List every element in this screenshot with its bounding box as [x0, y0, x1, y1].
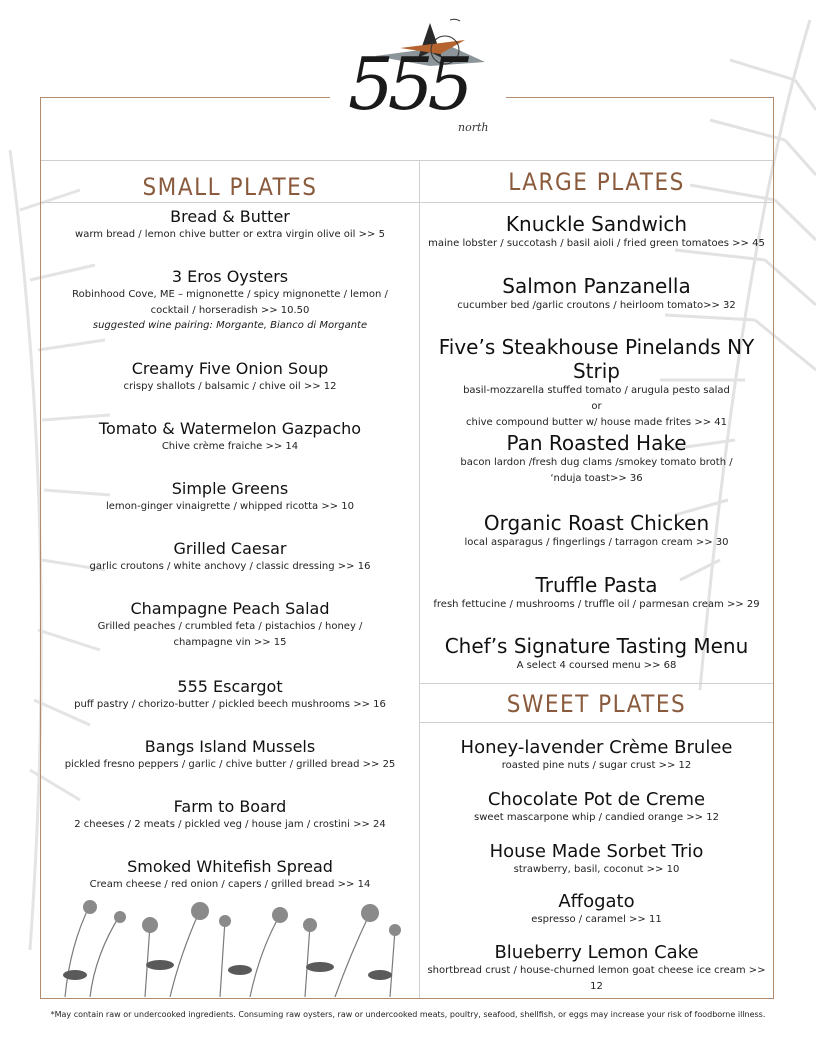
allergy-disclaimer: *May contain raw or undercooked ingredients. Consuming raw oysters, raw or undercooked meats, poultry, seafood, shellfish, or eggs may increase your risk of foodborne illness.: [50, 1010, 766, 1019]
item-description: Chive crème fraiche >> 14: [161, 441, 299, 452]
menu-item: [41, 267, 419, 333]
menu-item: [41, 539, 419, 575]
item-name: Truffle Pasta: [535, 573, 658, 597]
item-description: A select 4 coursed menu >> 68: [516, 660, 677, 671]
menu-item: [41, 599, 419, 651]
menu-item: [41, 857, 419, 893]
menu-item: [420, 943, 773, 995]
item-description: maine lobster / succotash / basil aioli / fried green tomatoes >> 45: [428, 238, 765, 249]
item-name: Tomato & Watermelon Gazpacho: [98, 419, 362, 438]
item-name: 3 Eros Oysters: [171, 267, 289, 286]
item-name: Chocolate Pot de Creme: [487, 789, 706, 810]
item-name: Affogato: [558, 891, 635, 912]
item-description-alt: chive compound butter w/ house made frites >> 41: [465, 417, 727, 428]
item-description: crispy shallots / balsamic / chive oil >> 12: [123, 381, 337, 392]
item-name: Organic Roast Chicken: [483, 511, 710, 535]
item-name: Grilled Caesar: [173, 539, 287, 558]
item-description: espresso / caramel >> 11: [531, 914, 662, 925]
item-or-separator: or: [591, 401, 602, 412]
item-name: Creamy Five Onion Soup: [131, 359, 329, 378]
item-name: Champagne Peach Salad: [130, 599, 330, 618]
menu-item: [41, 359, 419, 395]
item-name: Bread & Butter: [170, 207, 290, 226]
menu-item: [420, 892, 773, 928]
item-description: 2 cheeses / 2 meats / pickled veg / house jam / crostini >> 24: [74, 819, 386, 830]
item-name: Farm to Board: [173, 797, 287, 816]
item-name: House Made Sorbet Trio: [489, 841, 704, 862]
item-description: warm bread / lemon chive butter or extra virgin olive oil >> 5: [75, 229, 385, 240]
item-description: cucumber bed /garlic croutons / heirloom tomato>> 32: [457, 300, 736, 311]
item-name: Bangs Island Mussels: [144, 737, 316, 756]
small-plates-column: [41, 0, 419, 1000]
large-plates-title: LARGE PLATES: [508, 168, 685, 196]
item-description: Grilled peaches / crumbled feta / pistachios / honey / champagne vin >> 15: [97, 621, 363, 648]
item-name: Pan Roasted Hake: [506, 431, 687, 455]
menu-item: [41, 419, 419, 455]
item-description: bacon lardon /fresh dug clams /smokey tomato broth / ‘nduja toast>> 36: [460, 457, 733, 484]
menu-item: [41, 677, 419, 713]
menu-item: [420, 738, 773, 774]
menu-item: [41, 479, 419, 515]
item-description: puff pastry / chorizo-butter / pickled beech mushrooms >> 16: [74, 699, 386, 710]
item-name: Smoked Whitefish Spread: [127, 857, 333, 876]
item-name: Five’s Steakhouse Pinelands NY Strip: [438, 335, 755, 383]
item-name: Salmon Panzanella: [502, 274, 691, 298]
small-plates-title: SMALL PLATES: [142, 173, 318, 201]
item-description: garlic croutons / white anchovy / classic dressing >> 16: [89, 561, 371, 572]
item-name: Honey-lavender Crème Brulee: [460, 737, 733, 758]
item-name: 555 Escargot: [177, 677, 283, 696]
item-name: Knuckle Sandwich: [505, 212, 688, 236]
item-name: Chef’s Signature Tasting Menu: [444, 634, 749, 658]
item-description: roasted pine nuts / sugar crust >> 12: [501, 760, 692, 771]
sweet-plates-column: [420, 0, 773, 1000]
menu-item: [41, 797, 419, 833]
item-description: shortbread crust / house-churned lemon goat cheese ice cream >> 12: [427, 965, 766, 992]
item-description: lemon-ginger vinaigrette / whipped ricotta >> 10: [105, 501, 355, 512]
logo-subtitle: north: [458, 121, 489, 134]
item-description: strawberry, basil, coconut >> 10: [513, 864, 680, 875]
menu-item: [41, 207, 419, 243]
item-description: pickled fresno peppers / garlic / chive butter / grilled bread >> 25: [64, 759, 396, 770]
item-name: Blueberry Lemon Cake: [494, 942, 699, 963]
item-description: local asparagus / fingerlings / tarragon cream >> 30: [464, 537, 729, 548]
menu-item: [41, 737, 419, 773]
sweet-plates-title: SWEET PLATES: [506, 690, 687, 718]
item-description: Cream cheese / red onion / capers / grilled bread >> 14: [89, 879, 371, 890]
item-description: basil-mozzarella stuffed tomato / arugula pesto salad: [463, 385, 730, 396]
item-description: sweet mascarpone whip / candied orange >> 12: [474, 812, 719, 823]
item-description: fresh fettucine / mushrooms / truffle oil / parmesan cream >> 29: [433, 599, 760, 610]
item-description: Robinhood Cove, ME – mignonette / spicy mignonette / lemon / cocktail / horseradish >> 10.50: [72, 289, 388, 316]
item-name: Simple Greens: [171, 479, 289, 498]
menu-item: [420, 790, 773, 826]
wine-pairing: suggested wine pairing: Morgante, Bianco di Morgante: [92, 320, 368, 331]
logo-number: 555: [348, 42, 468, 126]
menu-item: [420, 842, 773, 878]
